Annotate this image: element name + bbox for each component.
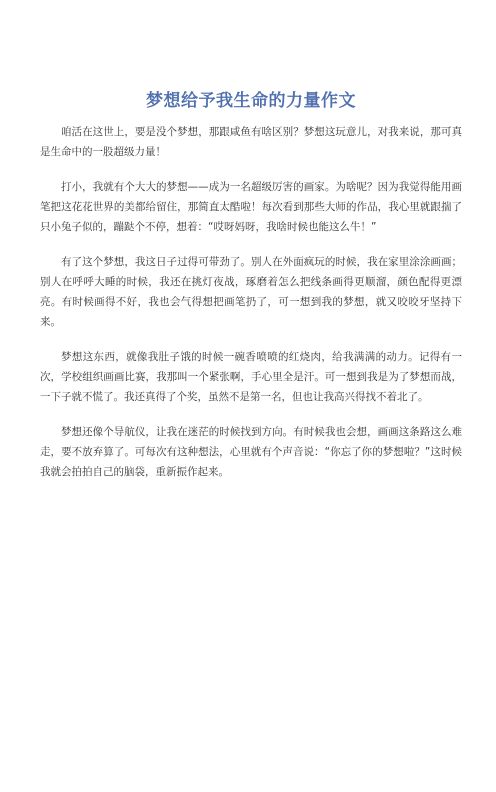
article-title: 梦想给予我生命的力量作文 (146, 91, 356, 111)
paragraph: 梦想这东西，就像我肚子饿的时候一碗香喷喷的红烧肉，给我满满的动力。记得有一次，学校组织画画比赛，我那叫一个紧张啊，手心里全是汗。可一想到我是为了梦想而战，一下子就不慌了。我还真得了个奖，虽然不是第一名，但也让我高兴得找不着北了。 (40, 351, 462, 403)
document-page (0, 90, 496, 792)
paragraph: 有了这个梦想，我这日子过得可带劲了。别人在外面疯玩的时候，我在家里涂涂画画；别人在呼呼大睡的时候，我还在挑灯夜战，琢磨着怎么把线条画得更顺溜，颜色配得更漂亮。有时候画得不好，我也会气得想把画笔扔了，可一想到我的梦想，就又咬咬牙坚持下来。 (40, 256, 462, 328)
article-body (40, 122, 462, 482)
paragraph: 打小，我就有个大大的梦想——成为一名超级厉害的画家。为啥呢？因为我觉得能用画笔把这花花世界的美都给留住，那简直太酷啦！每次看到那些大师的作品，我心里就跟揣了只小兔子似的，蹦跶个不停，想着：“哎呀妈呀，我啥时候也能这么牛！” (40, 181, 462, 233)
paragraph: 梦想还像个导航仪，让我在迷茫的时候找到方向。有时候我也会想，画画这条路这么难走，要不放弃算了。可每次有这种想法，心里就有个声音说：“你忘了你的梦想啦？”这时候我就会拍拍自己的脑袋，重新振作起来。 (40, 426, 462, 478)
paragraph: 咱活在这世上，要是没个梦想，那跟咸鱼有啥区别？梦想这玩意儿，对我来说，那可真是生命中的一股超级力量！ (40, 126, 462, 158)
